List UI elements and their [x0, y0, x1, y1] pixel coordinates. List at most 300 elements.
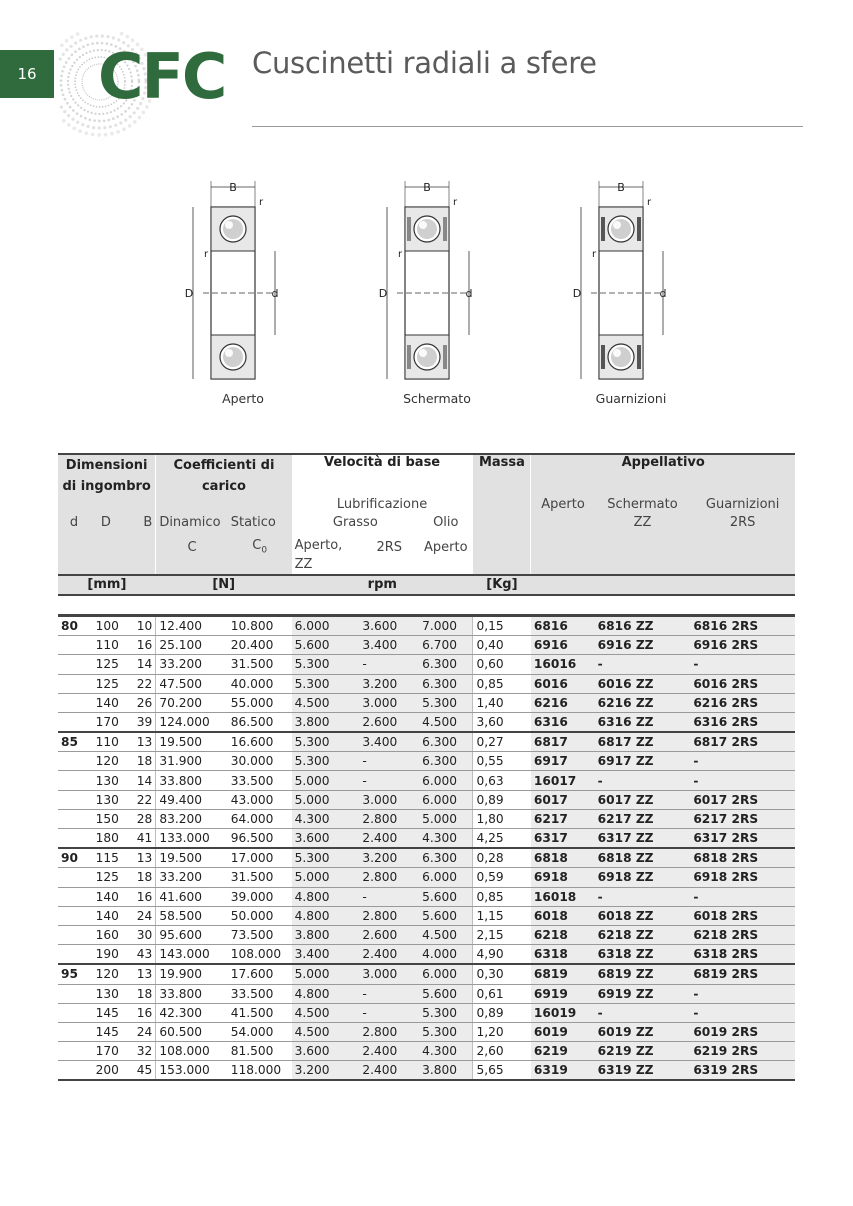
cell-c0-statico: 30.000 — [228, 752, 292, 771]
cell-aperto: 6018 — [531, 906, 595, 925]
cell-c-dinamico: 12.400 — [156, 615, 228, 635]
cell-2rs-code: - — [690, 752, 795, 771]
header-B: B — [122, 515, 156, 533]
cell-d — [58, 1061, 90, 1081]
cell-c-dinamico: 60.500 — [156, 1022, 228, 1041]
cell-grasso: 3.200 — [292, 1061, 360, 1081]
unit-mm: [mm] — [58, 575, 156, 595]
header-dimensioni: Dimensioni di ingombro — [58, 454, 156, 497]
cell-zz: 6816 ZZ — [595, 615, 691, 635]
cell-aperto: 6917 — [531, 752, 595, 771]
cell-zz: 6818 ZZ — [595, 848, 691, 868]
cell-B: 43 — [122, 945, 156, 965]
table-row — [58, 945, 795, 965]
cell-grasso: 5.300 — [292, 848, 360, 868]
page-number: 16 — [17, 65, 37, 83]
header-massa: Massa — [473, 454, 531, 497]
cell-2rs: 3.600 — [359, 615, 419, 635]
cell-olio: 6.300 — [419, 674, 473, 693]
dim-label-r: r — [204, 249, 209, 260]
cell-2rs-code: 6317 2RS — [690, 829, 795, 849]
dim-label-D: D — [572, 287, 582, 300]
cell-c0-statico: 41.500 — [228, 1003, 292, 1022]
cell-B: 14 — [122, 771, 156, 790]
header-aperto-zz: Aperto, ZZ — [292, 533, 360, 574]
cell-zz: - — [595, 1003, 691, 1022]
cell-zz: 6819 ZZ — [595, 964, 691, 984]
cell-B: 39 — [122, 712, 156, 732]
cell-olio: 6.300 — [419, 655, 473, 674]
dim-label-r: r — [647, 197, 652, 208]
cell-zz: 6916 ZZ — [595, 636, 691, 655]
cell-d — [58, 1003, 90, 1022]
cell-grasso: 3.400 — [292, 945, 360, 965]
cell-c0-statico: 39.000 — [228, 887, 292, 906]
cell-2rs-code: 6019 2RS — [690, 1022, 795, 1041]
cell-c0-statico: 16.600 — [228, 732, 292, 752]
cell-c-dinamico: 70.200 — [156, 693, 228, 712]
cell-grasso: 5.300 — [292, 732, 360, 752]
cell-c-dinamico: 33.200 — [156, 655, 228, 674]
cell-olio: 5.300 — [419, 693, 473, 712]
cell-2rs: - — [359, 984, 419, 1003]
cell-c0-statico: 17.600 — [228, 964, 292, 984]
cell-2rs: - — [359, 655, 419, 674]
cell-D: 145 — [90, 1022, 122, 1041]
cell-d — [58, 1022, 90, 1041]
cfc-logo — [58, 30, 238, 140]
cell-2rs: 3.400 — [359, 636, 419, 655]
cell-aperto: 6019 — [531, 1022, 595, 1041]
cell-D: 110 — [90, 636, 122, 655]
unit-kg: [Kg] — [473, 575, 531, 595]
cell-c-dinamico: 153.000 — [156, 1061, 228, 1081]
cell-c0-statico: 118.000 — [228, 1061, 292, 1081]
cell-B: 16 — [122, 636, 156, 655]
header-grasso: Grasso — [292, 515, 419, 533]
cell-grasso: 5.000 — [292, 964, 360, 984]
cell-2rs-code: 6017 2RS — [690, 790, 795, 809]
cell-c-dinamico: 124.000 — [156, 712, 228, 732]
dim-label-r: r — [398, 249, 403, 260]
cell-c0-statico: 55.000 — [228, 693, 292, 712]
table-row — [58, 693, 795, 712]
cell-B: 22 — [122, 790, 156, 809]
cell-aperto: 6817 — [531, 732, 595, 752]
cell-D: 100 — [90, 615, 122, 635]
cell-B: 18 — [122, 868, 156, 887]
cell-2rs: 2.800 — [359, 906, 419, 925]
cell-aperto: 16018 — [531, 887, 595, 906]
cell-B: 14 — [122, 655, 156, 674]
table-row — [58, 636, 795, 655]
dim-label-r: r — [453, 197, 458, 208]
cell-c0-statico: 31.500 — [228, 868, 292, 887]
table-row — [58, 964, 795, 984]
cell-D: 125 — [90, 655, 122, 674]
cell-c-dinamico: 47.500 — [156, 674, 228, 693]
diagram-caption: Guarnizioni — [595, 391, 667, 406]
cell-olio: 5.600 — [419, 906, 473, 925]
cell-zz: 6316 ZZ — [595, 712, 691, 732]
brand-name: CFC — [98, 40, 226, 113]
cell-olio: 6.000 — [419, 868, 473, 887]
cell-aperto: 6016 — [531, 674, 595, 693]
cell-aperto: 6816 — [531, 615, 595, 635]
cell-grasso: 3.600 — [292, 829, 360, 849]
page-title: Cuscinetti radiali a sfere — [252, 46, 597, 80]
header-olio: Olio — [419, 515, 473, 533]
cell-c-dinamico: 41.600 — [156, 887, 228, 906]
cell-aperto: 6317 — [531, 829, 595, 849]
cell-massa: 2,60 — [473, 1042, 531, 1061]
cell-D: 170 — [90, 1042, 122, 1061]
table-row — [58, 1042, 795, 1061]
cell-c-dinamico: 58.500 — [156, 906, 228, 925]
cell-D: 125 — [90, 868, 122, 887]
cell-2rs-code: - — [690, 771, 795, 790]
header-app-aperto: Aperto — [531, 497, 595, 515]
cell-c0-statico: 50.000 — [228, 906, 292, 925]
cell-massa: 0,89 — [473, 790, 531, 809]
cell-zz: 6018 ZZ — [595, 906, 691, 925]
cell-aperto: 6919 — [531, 984, 595, 1003]
cell-zz: 6917 ZZ — [595, 752, 691, 771]
cell-B: 16 — [122, 887, 156, 906]
cell-D: 140 — [90, 906, 122, 925]
cell-zz: 6817 ZZ — [595, 732, 691, 752]
cell-2rs: - — [359, 752, 419, 771]
header-C: C — [156, 533, 228, 555]
cell-2rs: - — [359, 1003, 419, 1022]
bearing-shielded-drawing — [377, 175, 497, 385]
cell-d — [58, 887, 90, 906]
cell-B: 18 — [122, 752, 156, 771]
cell-massa: 1,80 — [473, 809, 531, 828]
cell-c-dinamico: 19.500 — [156, 848, 228, 868]
cell-B: 26 — [122, 693, 156, 712]
cell-olio: 5.300 — [419, 1003, 473, 1022]
cell-grasso: 4.500 — [292, 1022, 360, 1041]
cell-d: 95 — [58, 964, 90, 984]
cell-olio: 7.000 — [419, 615, 473, 635]
cell-zz: 6218 ZZ — [595, 925, 691, 944]
cell-olio: 4.300 — [419, 1042, 473, 1061]
cell-2rs-code: - — [690, 655, 795, 674]
cell-2rs: 2.400 — [359, 1061, 419, 1081]
dim-label-r: r — [592, 249, 597, 260]
cell-olio: 3.800 — [419, 1061, 473, 1081]
cell-massa: 0,60 — [473, 655, 531, 674]
cell-aperto: 6218 — [531, 925, 595, 944]
cell-d — [58, 655, 90, 674]
cell-massa: 1,40 — [473, 693, 531, 712]
cell-2rs-code: 6319 2RS — [690, 1061, 795, 1081]
table-row — [58, 809, 795, 828]
cell-grasso: 5.300 — [292, 752, 360, 771]
cell-aperto: 6316 — [531, 712, 595, 732]
cell-d — [58, 945, 90, 965]
cell-2rs-code: 6018 2RS — [690, 906, 795, 925]
cell-2rs: - — [359, 887, 419, 906]
cell-2rs: 3.400 — [359, 732, 419, 752]
cell-d — [58, 829, 90, 849]
cell-B: 41 — [122, 829, 156, 849]
cell-aperto: 6017 — [531, 790, 595, 809]
cell-2rs: 2.400 — [359, 829, 419, 849]
cell-c-dinamico: 143.000 — [156, 945, 228, 965]
table-row — [58, 655, 795, 674]
cell-grasso: 5.000 — [292, 771, 360, 790]
header-D: D — [90, 515, 122, 533]
cell-2rs: 2.400 — [359, 945, 419, 965]
bearing-sealed-drawing — [571, 175, 691, 385]
cell-aperto: 6319 — [531, 1061, 595, 1081]
cell-zz: 6017 ZZ — [595, 790, 691, 809]
table-row — [58, 771, 795, 790]
diagram-caption: Aperto — [222, 391, 264, 406]
cell-aperto: 6217 — [531, 809, 595, 828]
cell-massa: 0,15 — [473, 615, 531, 635]
cell-grasso: 5.300 — [292, 674, 360, 693]
cell-aperto: 6219 — [531, 1042, 595, 1061]
table-row — [58, 732, 795, 752]
cell-c0-statico: 40.000 — [228, 674, 292, 693]
cell-olio: 6.300 — [419, 732, 473, 752]
cell-2rs-code: 6016 2RS — [690, 674, 795, 693]
cell-2rs-code: 6818 2RS — [690, 848, 795, 868]
cell-D: 140 — [90, 693, 122, 712]
cell-2rs-code: 6816 2RS — [690, 615, 795, 635]
cell-grasso: 4.800 — [292, 906, 360, 925]
cell-2rs: 3.000 — [359, 964, 419, 984]
header-appellativo: Appellativo — [531, 454, 795, 497]
table-row — [58, 1061, 795, 1081]
cell-aperto: 6818 — [531, 848, 595, 868]
cell-olio: 6.000 — [419, 790, 473, 809]
cell-grasso: 3.800 — [292, 712, 360, 732]
table-row — [58, 984, 795, 1003]
cell-d — [58, 925, 90, 944]
cell-zz: 6317 ZZ — [595, 829, 691, 849]
cell-massa: 0,59 — [473, 868, 531, 887]
cell-d — [58, 712, 90, 732]
cell-d: 90 — [58, 848, 90, 868]
diagram-caption: Schermato — [403, 391, 471, 406]
cell-d — [58, 984, 90, 1003]
cell-D: 190 — [90, 945, 122, 965]
cell-d — [58, 752, 90, 771]
cell-aperto: 16017 — [531, 771, 595, 790]
cell-aperto: 6216 — [531, 693, 595, 712]
cell-2rs-code: - — [690, 1003, 795, 1022]
cell-d — [58, 693, 90, 712]
cell-D: 110 — [90, 732, 122, 752]
cell-zz: 6216 ZZ — [595, 693, 691, 712]
cell-grasso: 3.600 — [292, 1042, 360, 1061]
cell-zz: 6219 ZZ — [595, 1042, 691, 1061]
diagram-aperto — [183, 175, 303, 415]
cell-grasso: 4.500 — [292, 693, 360, 712]
cell-olio: 4.000 — [419, 945, 473, 965]
cell-massa: 0,89 — [473, 1003, 531, 1022]
header-lubrificazione: Lubrificazione — [292, 497, 473, 515]
header-app-schermato: Schermato — [595, 497, 691, 515]
cell-2rs-code: 6216 2RS — [690, 693, 795, 712]
cell-d — [58, 1042, 90, 1061]
cell-c-dinamico: 83.200 — [156, 809, 228, 828]
cell-B: 28 — [122, 809, 156, 828]
cell-grasso: 5.600 — [292, 636, 360, 655]
cell-d — [58, 674, 90, 693]
dim-label-B: B — [423, 181, 431, 194]
cell-B: 32 — [122, 1042, 156, 1061]
cell-2rs-code: 6316 2RS — [690, 712, 795, 732]
cell-massa: 0,85 — [473, 887, 531, 906]
cell-D: 145 — [90, 1003, 122, 1022]
cell-B: 13 — [122, 964, 156, 984]
cell-2rs-code: 6318 2RS — [690, 945, 795, 965]
dim-label-d: d — [659, 287, 667, 300]
cell-olio: 6.300 — [419, 848, 473, 868]
table-row — [58, 790, 795, 809]
cell-olio: 5.600 — [419, 887, 473, 906]
table-row — [58, 1022, 795, 1041]
cell-aperto: 16016 — [531, 655, 595, 674]
cell-olio: 6.700 — [419, 636, 473, 655]
table-row — [58, 848, 795, 868]
cell-c-dinamico: 49.400 — [156, 790, 228, 809]
dim-label-D: D — [184, 287, 194, 300]
cell-aperto: 16019 — [531, 1003, 595, 1022]
cell-zz: 6918 ZZ — [595, 868, 691, 887]
cell-olio: 5.300 — [419, 1022, 473, 1041]
dim-label-B: B — [229, 181, 237, 194]
cell-aperto: 6916 — [531, 636, 595, 655]
cell-B: 22 — [122, 674, 156, 693]
cell-D: 160 — [90, 925, 122, 944]
cell-2rs-code: 6819 2RS — [690, 964, 795, 984]
header-dinamico: Dinamico — [156, 515, 228, 533]
cell-grasso: 6.000 — [292, 615, 360, 635]
logo-graphic — [58, 30, 238, 140]
cell-c0-statico: 20.400 — [228, 636, 292, 655]
cell-D: 125 — [90, 674, 122, 693]
title-divider — [252, 126, 803, 127]
cell-massa: 0,40 — [473, 636, 531, 655]
cell-2rs: 3.000 — [359, 693, 419, 712]
cell-olio: 6.300 — [419, 752, 473, 771]
table-row — [58, 887, 795, 906]
header-app-guarnizioni: Guarnizioni — [690, 497, 795, 515]
cell-B: 30 — [122, 925, 156, 944]
cell-massa: 4,25 — [473, 829, 531, 849]
cell-c0-statico: 86.500 — [228, 712, 292, 732]
cell-zz: 6019 ZZ — [595, 1022, 691, 1041]
cell-d — [58, 636, 90, 655]
cell-c-dinamico: 95.600 — [156, 925, 228, 944]
cell-c-dinamico: 108.000 — [156, 1042, 228, 1061]
cell-c0-statico: 10.800 — [228, 615, 292, 635]
cell-c0-statico: 17.000 — [228, 848, 292, 868]
header-coefficienti: Coefficienti di carico — [156, 454, 292, 497]
cell-B: 16 — [122, 1003, 156, 1022]
cell-D: 130 — [90, 771, 122, 790]
cell-B: 10 — [122, 615, 156, 635]
dim-label-d: d — [271, 287, 279, 300]
cell-c0-statico: 43.000 — [228, 790, 292, 809]
table-row — [58, 868, 795, 887]
cell-B: 24 — [122, 906, 156, 925]
table-row — [58, 906, 795, 925]
cell-massa: 0,30 — [473, 964, 531, 984]
cell-2rs: 2.800 — [359, 1022, 419, 1041]
cell-massa: 4,90 — [473, 945, 531, 965]
cell-c0-statico: 54.000 — [228, 1022, 292, 1041]
cell-grasso: 3.800 — [292, 925, 360, 944]
unit-rpm: rpm — [292, 575, 473, 595]
cell-B: 45 — [122, 1061, 156, 1081]
cell-olio: 4.500 — [419, 712, 473, 732]
cell-2rs: 2.600 — [359, 925, 419, 944]
cell-massa: 0,28 — [473, 848, 531, 868]
cell-B: 13 — [122, 732, 156, 752]
cell-zz: 6919 ZZ — [595, 984, 691, 1003]
cell-aperto: 6318 — [531, 945, 595, 965]
cell-massa: 1,20 — [473, 1022, 531, 1041]
cell-2rs-code: 6218 2RS — [690, 925, 795, 944]
cell-d: 85 — [58, 732, 90, 752]
cell-zz: - — [595, 771, 691, 790]
cell-c0-statico: 33.500 — [228, 771, 292, 790]
cell-olio: 5.000 — [419, 809, 473, 828]
table-row — [58, 925, 795, 944]
cell-D: 115 — [90, 848, 122, 868]
cell-zz: - — [595, 887, 691, 906]
table-row — [58, 829, 795, 849]
cell-c-dinamico: 33.800 — [156, 771, 228, 790]
cell-c-dinamico: 133.000 — [156, 829, 228, 849]
cell-D: 170 — [90, 712, 122, 732]
cell-massa: 0,27 — [473, 732, 531, 752]
cell-B: 18 — [122, 984, 156, 1003]
dim-label-D: D — [378, 287, 388, 300]
diagram-schermato — [377, 175, 497, 415]
header-app-2rs: 2RS — [690, 515, 795, 533]
cell-2rs-code: 6217 2RS — [690, 809, 795, 828]
cell-c0-statico: 64.000 — [228, 809, 292, 828]
cell-olio: 6.000 — [419, 771, 473, 790]
cell-massa: 0,61 — [473, 984, 531, 1003]
table-row — [58, 615, 795, 635]
cell-D: 150 — [90, 809, 122, 828]
dim-label-r: r — [259, 197, 264, 208]
cell-d — [58, 809, 90, 828]
cell-zz: 6217 ZZ — [595, 809, 691, 828]
cell-massa: 1,15 — [473, 906, 531, 925]
cell-massa: 5,65 — [473, 1061, 531, 1081]
header-aperto-olio: Aperto — [419, 533, 473, 555]
cell-D: 180 — [90, 829, 122, 849]
cell-2rs-code: - — [690, 887, 795, 906]
cell-olio: 4.500 — [419, 925, 473, 944]
cell-d — [58, 906, 90, 925]
cell-D: 200 — [90, 1061, 122, 1081]
cell-D: 130 — [90, 790, 122, 809]
header-velocita: Velocità di base — [292, 454, 473, 497]
cell-d — [58, 771, 90, 790]
cell-2rs: 2.600 — [359, 712, 419, 732]
